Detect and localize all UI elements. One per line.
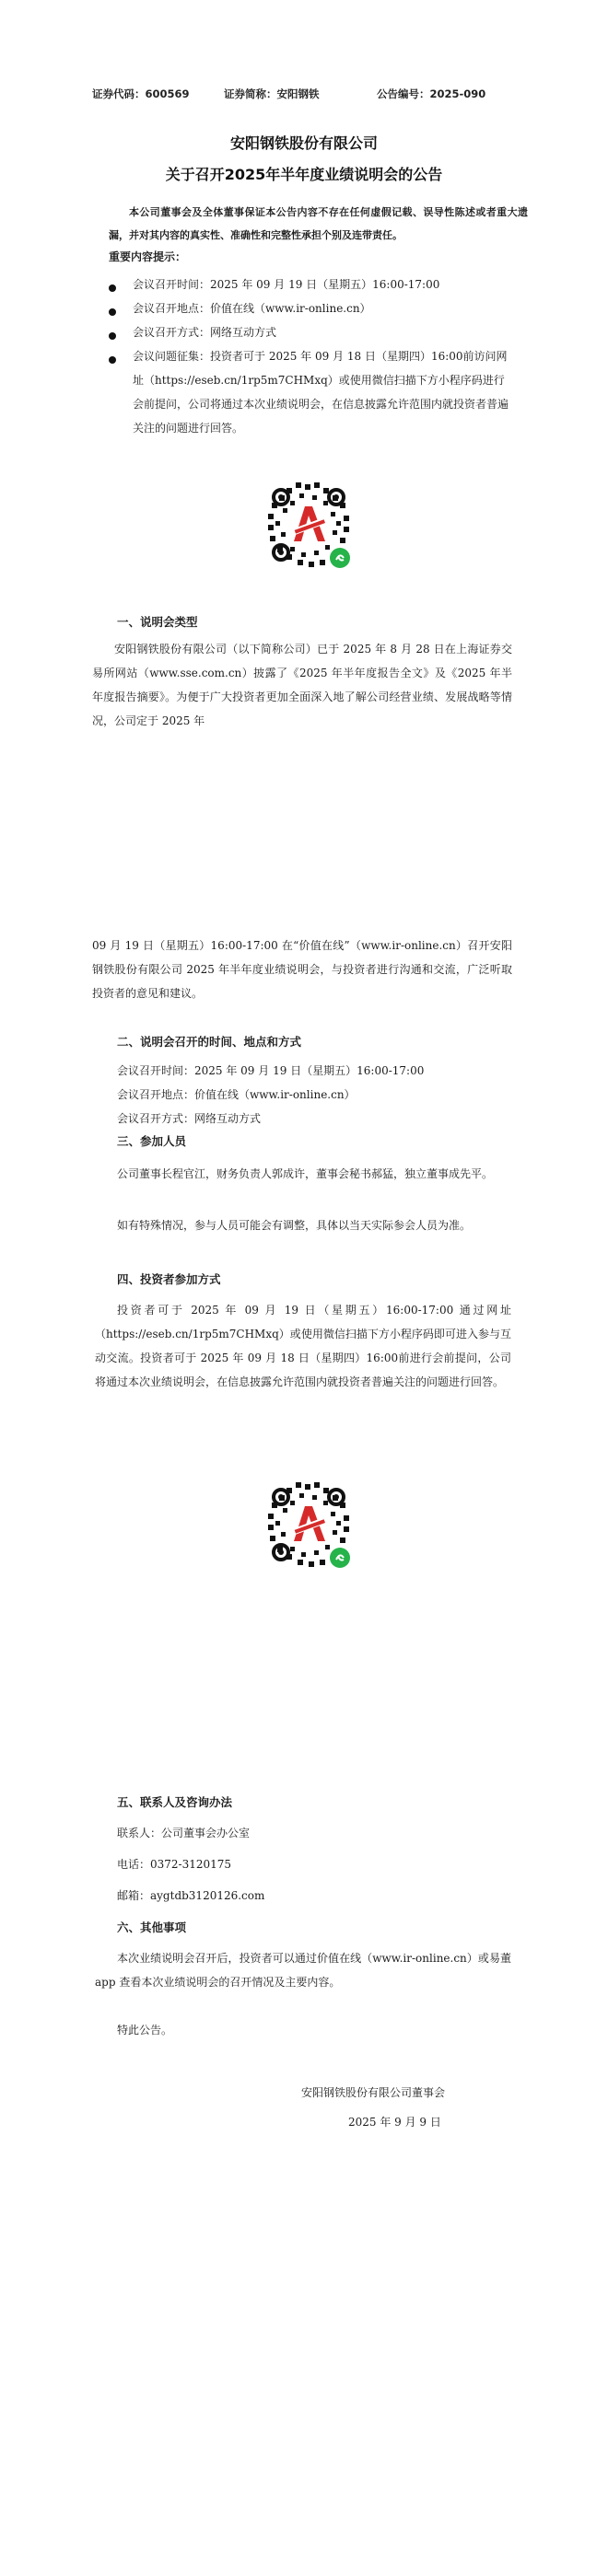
- bullet-dot: [109, 284, 116, 292]
- section-3-heading: 三、参加人员: [117, 1134, 187, 1148]
- section-4-heading: 四、投资者参加方式: [117, 1272, 221, 1286]
- stock-code: 证券代码：600569: [92, 87, 190, 100]
- bullet-dot: [109, 332, 116, 340]
- section-2-place: 会议召开地点：价值在线（www.ir-online.cn）: [117, 1088, 356, 1101]
- section-5-heading: 五、联系人及咨询办法: [117, 1795, 233, 1809]
- signature-organization: 安阳钢铁股份有限公司董事会: [301, 2086, 446, 2099]
- bullet-meeting-place: 会议召开地点：价值在线（www.ir-online.cn）: [133, 302, 371, 315]
- section-6-heading: 六、其他事项: [117, 1920, 187, 1934]
- bullet-dot: [109, 308, 116, 316]
- bullet-meeting-time: 会议召开时间：2025 年 09 月 19 日（星期五）16:00-17:00: [133, 278, 440, 291]
- section-2-mode: 会议召开方式：网络互动方式: [117, 1112, 262, 1125]
- bullet-question-collection: 会议问题征集：投资者可于 2025 年 09 月 18 日（星期四）16:00前访问网址（https://eseb.cn/1rp5m7CHMxq）或使用微信扫描下方小程序码进行会前提问，公司将通过本次业绩说明会，在信息披露允许范围内就投资者普遍关注的问题进行回答。: [133, 350, 509, 435]
- section-2-heading: 二、说明会召开的时间、地点和方式: [117, 1035, 302, 1049]
- important-heading: 重要内容提示：: [109, 250, 187, 263]
- qr-code-icon: [259, 1475, 358, 1574]
- contact-email[interactable]: 邮箱：aygtdb3120126.com: [117, 1889, 265, 1902]
- bullet-dot: [109, 356, 116, 364]
- mini-program-qr-code[interactable]: [259, 1475, 358, 1578]
- stock-abbr: 证券简称：安阳钢铁: [224, 87, 320, 100]
- section-1-paragraph: 安阳钢铁股份有限公司（以下简称公司）已于 2025 年 8 月 28 日在上海证券交易所网站（www.sse.com.cn）披露了《2025 年半年度报告全文》及《2025 年半年度报告摘要》。为便于广大投资者更加全面深入地了解公司经营业绩、发展战略等情况，公司定于 2025 年: [92, 643, 512, 727]
- section-4-paragraph: 投资者可于 2025 年 09 月 19 日（星期五）16:00-17:00 通过网址（https://eseb.cn/1rp5m7CHMxq）或使用微信扫描下方小程序码即可进入参与互动交流。投资者可于 2025 年 09 月 18 日（星期四）16:00前进行会前提问，公司将通过本次业绩说明会，在信息披露允许范围内就投资者普遍关注的问题进行回答。: [95, 1304, 511, 1388]
- qr-code-icon: [259, 475, 358, 574]
- company-title: 安阳钢铁股份有限公司: [229, 134, 378, 152]
- mini-program-qr-code[interactable]: [259, 475, 358, 578]
- section-3-participants: 公司董事长程官江，财务负责人郭成许，董事会秘书郝猛，独立董事成先平。: [117, 1167, 494, 1180]
- section-3-note: 如有特殊情况，参与人员可能会有调整，具体以当天实际参会人员为准。: [117, 1219, 472, 1232]
- announcement-number: 公告编号：2025-090: [377, 87, 486, 100]
- contact-person: 联系人：公司董事会办公室: [117, 1827, 251, 1839]
- signature-date: 2025 年 9 月 9 日: [348, 2116, 441, 2129]
- bullet-meeting-mode: 会议召开方式：网络互动方式: [133, 326, 277, 339]
- contact-phone: 电话：0372-3120175: [117, 1858, 232, 1871]
- section-2-time: 会议召开时间：2025 年 09 月 19 日（星期五）16:00-17:00: [117, 1064, 425, 1077]
- section-1-heading: 一、说明会类型: [117, 615, 198, 629]
- announcement-title: 关于召开2025年半年度业绩说明会的公告: [165, 166, 443, 183]
- board-statement: 本公司董事会及全体董事保证本公告内容不存在任何虚假记载、误导性陈述或者重大遗漏，并对其内容的真实性、准确性和完整性承担个别及连带责任。: [109, 206, 528, 241]
- closing-remark: 特此公告。: [117, 2024, 173, 2036]
- section-1-paragraph-continued: 09 月 19 日（星期五）16:00-17:00 在“价值在线”（www.ir-online.cn）召开安阳钢铁股份有限公司 2025 年半年度业绩说明会，与投资者进行沟通和交流，广泛听取投资者的意见和建议。: [92, 939, 512, 1000]
- section-6-paragraph: 本次业绩说明会召开后，投资者可以通过价值在线（www.ir-online.cn）或易董 app 查看本次业绩说明会的召开情况及主要内容。: [95, 1952, 511, 1989]
